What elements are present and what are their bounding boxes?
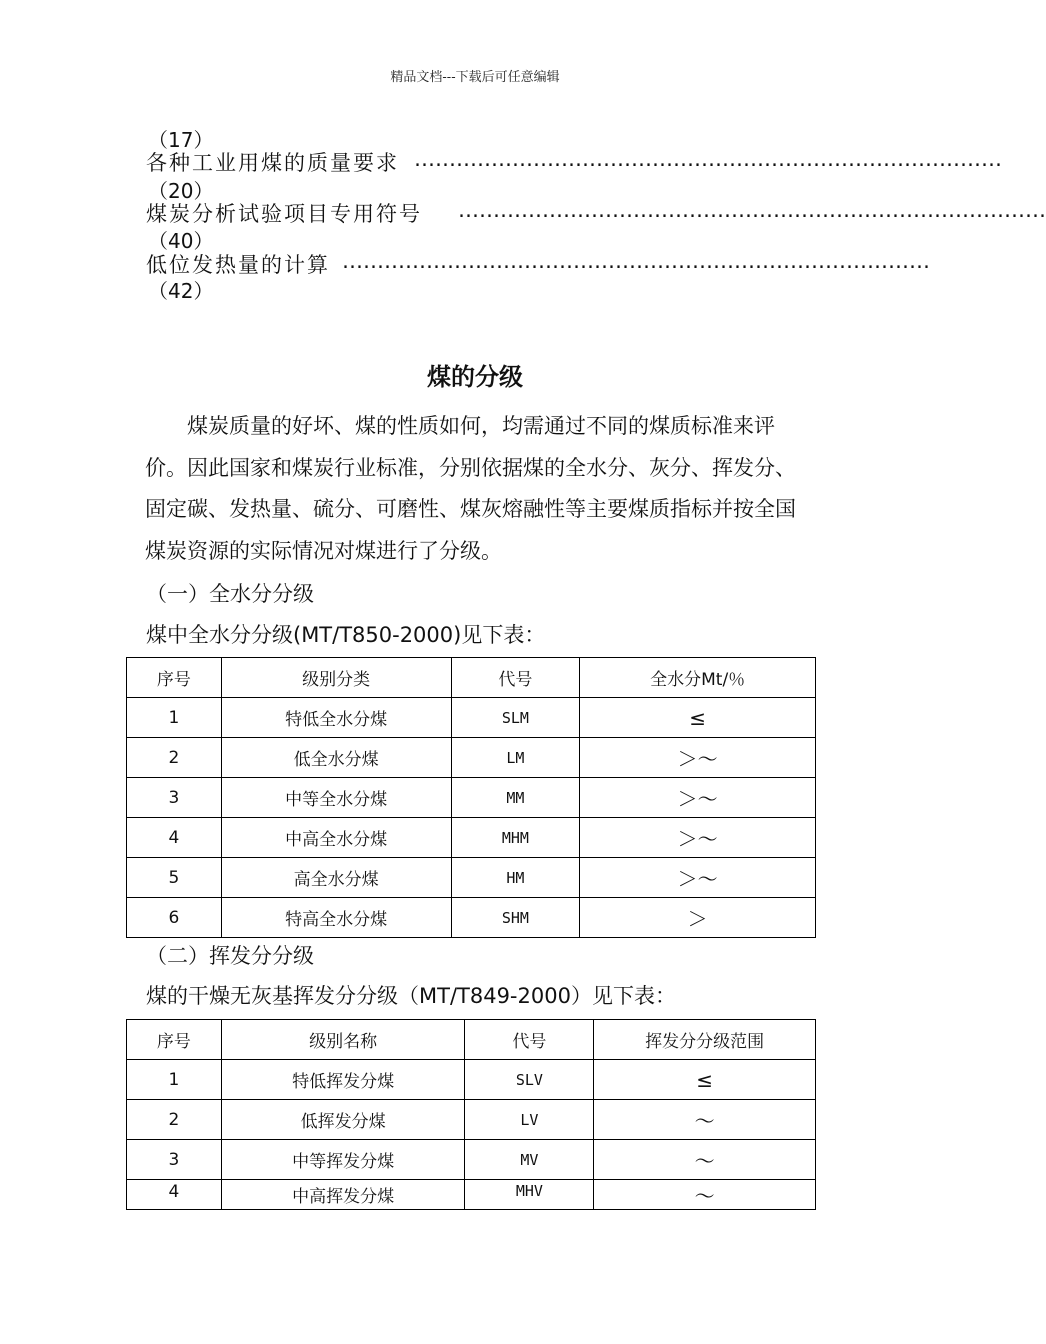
intro-text: 煤炭质量的好坏、煤的性质如何，均需通过不同的煤质标准来评价。因此国家和煤炭行业标准，分别依据煤的全水分、灰分、挥发分、固定碳、发热量、硫分、可磨性、煤灰熔融性等主要煤质指标并按全国煤炭资源的实际情况对煤进行了分级。 — [145, 414, 796, 563]
column-header: 级别名称 — [221, 1020, 465, 1060]
cell-range: ＞～ — [580, 738, 816, 778]
cell-range: ＞～ — [580, 778, 816, 818]
cell-code: MM — [451, 778, 580, 818]
table-row — [127, 818, 816, 858]
toc-leader-dots: ………………………………………………………………………… — [458, 198, 1046, 222]
section-heading: （一）全水分分级 — [146, 582, 314, 606]
cell-range: ＞～ — [580, 858, 816, 898]
table-caption: 煤中全水分分级(MT/T850-2000)见下表： — [146, 623, 546, 647]
cell-index: 3 — [127, 1140, 222, 1180]
cell-code: MV — [465, 1140, 594, 1180]
cell-index: 1 — [127, 698, 222, 738]
table-row — [127, 898, 816, 938]
cell-code: HM — [451, 858, 580, 898]
cell-grade: 中等全水分煤 — [221, 778, 451, 818]
cell-grade: 特低挥发分煤 — [221, 1060, 465, 1100]
toc-entry[interactable] — [146, 249, 930, 279]
cell-index: 3 — [127, 778, 222, 818]
cell-code: SLV — [465, 1060, 594, 1100]
cell-grade: 低挥发分煤 — [221, 1100, 465, 1140]
cell-range: ～ — [594, 1100, 816, 1140]
toc-page-number: （40） — [148, 229, 214, 253]
cell-code: MHM — [451, 818, 580, 858]
column-header: 序号 — [127, 658, 222, 698]
cell-index: 2 — [127, 1100, 222, 1140]
table-row — [127, 1180, 816, 1210]
cell-grade: 高全水分煤 — [221, 858, 451, 898]
column-header: 挥发分分级范围 — [594, 1020, 816, 1060]
cell-index: 5 — [127, 858, 222, 898]
cell-code: LM — [451, 738, 580, 778]
cell-grade: 低全水分煤 — [221, 738, 451, 778]
table-row — [127, 1060, 816, 1100]
cell-range: ～ — [594, 1140, 816, 1180]
cell-range: ～ — [594, 1180, 816, 1210]
column-header: 级别分类 — [221, 658, 451, 698]
toc-entry-title: 煤炭分析试验项目专用符号 — [146, 202, 422, 226]
column-header: 序号 — [127, 1020, 222, 1060]
toc-entry-title: 各种工业用煤的质量要求 — [146, 151, 399, 175]
cell-code: SLM — [451, 698, 580, 738]
cell-index: 6 — [127, 898, 222, 938]
cell-code: LV — [465, 1100, 594, 1140]
cell-index: 4 — [127, 1180, 222, 1210]
column-header: 全水分Mt/％ — [580, 658, 816, 698]
table-row — [127, 1100, 816, 1140]
intro-paragraph — [145, 406, 813, 572]
table-header-row — [127, 1020, 816, 1060]
volatile-grade-table — [126, 1019, 816, 1210]
column-header: 代号 — [465, 1020, 594, 1060]
cell-grade: 中高全水分煤 — [221, 818, 451, 858]
cell-grade: 中高挥发分煤 — [221, 1180, 465, 1210]
toc-page-number: （17） — [148, 128, 214, 152]
toc-leader-dots: ………………………………………………………………………… — [342, 249, 930, 273]
toc-entry[interactable] — [146, 147, 1002, 177]
table-row — [127, 698, 816, 738]
cell-index: 1 — [127, 1060, 222, 1100]
cell-range: ＞～ — [580, 818, 816, 858]
cell-code: SHM — [451, 898, 580, 938]
cell-range: ≤ — [580, 698, 816, 738]
table-row — [127, 738, 816, 778]
toc-leader-dots: ………………………………………………………………………… — [414, 147, 1002, 171]
table-caption: 煤的干燥无灰基挥发分分级（MT/T849-2000）见下表： — [146, 984, 676, 1008]
page-header: 精品文档---下载后可任意编辑 — [390, 70, 560, 85]
toc-page-number: （20） — [148, 179, 214, 203]
toc-page-number: （42） — [148, 279, 214, 303]
table-row — [127, 778, 816, 818]
cell-grade: 特高全水分煤 — [221, 898, 451, 938]
column-header: 代号 — [451, 658, 580, 698]
cell-grade: 中等挥发分煤 — [221, 1140, 465, 1180]
table-row — [127, 858, 816, 898]
cell-range: ＞ — [580, 898, 816, 938]
section-heading: （二）挥发分分级 — [146, 944, 314, 968]
cell-index: 2 — [127, 738, 222, 778]
toc-entry-title: 低位发热量的计算 — [146, 253, 330, 277]
toc-entry[interactable] — [146, 198, 1046, 228]
moisture-grade-table — [126, 657, 816, 938]
cell-index: 4 — [127, 818, 222, 858]
table-row — [127, 1140, 816, 1180]
table-header-row — [127, 658, 816, 698]
cell-code: MHV — [465, 1180, 594, 1210]
cell-grade: 特低全水分煤 — [221, 698, 451, 738]
page-title: 煤的分级 — [427, 363, 523, 391]
cell-range: ≤ — [594, 1060, 816, 1100]
